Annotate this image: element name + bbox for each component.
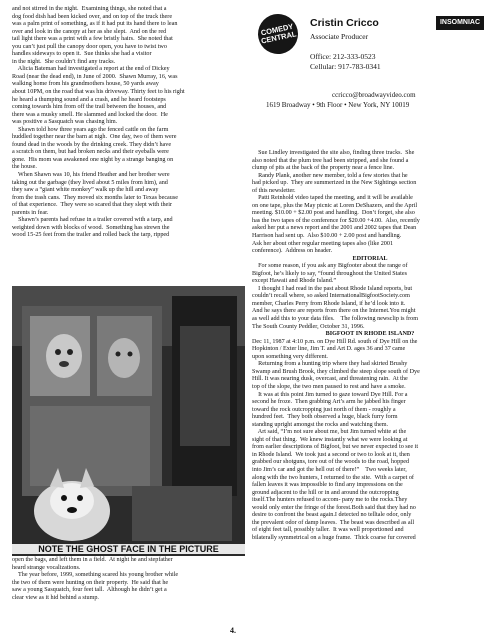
text-line: coming towards him from off the trail between the houses, and xyxy=(12,104,167,111)
text-line: ground adjacent to the hill or in and around the outcropping xyxy=(252,489,399,496)
right-column xyxy=(252,150,488,542)
text-line: heard strange vocalizations. xyxy=(12,564,81,571)
text-line: For some reason, if you ask any Bigfooter about the range of xyxy=(252,263,408,270)
text-line: the house. xyxy=(12,164,37,171)
ghost-face-photo xyxy=(12,286,245,556)
text-line: of eight feet tall, possibly taller. It was well proportioned and xyxy=(252,527,404,534)
text-line: would only enter the fringe of the forest.Both said that they had no xyxy=(252,504,416,511)
text-line: was positive a Sasquatch was chasing him. xyxy=(12,119,118,126)
text-line: from earlier descriptions of Bigfoot, but we never expected to see it xyxy=(252,444,419,451)
text-line: grabbed our shotguns, tore out of the woods to the road, hopped xyxy=(252,459,410,466)
text-line: tail light there was a print with a few bristly hairs. She noted that xyxy=(12,36,173,43)
text-line: weighted down with blocks of wood. Something has strewn the xyxy=(12,224,170,231)
text-line: Road (near the dead end), in June of 2000. Shawn Murray, 16, was xyxy=(12,73,178,80)
text-line: bilaterally symmetrical on a huge frame. Thick coarse fur covered xyxy=(252,534,416,541)
text-line: huddled together near the barn at nigh. One day, two of them were xyxy=(12,134,177,141)
text-line: saw a young Sasquatch, four feet tall. Although he didn’t get a xyxy=(12,587,167,594)
text-line: hundred feet. They both observed a huge, black furry form xyxy=(252,414,398,421)
text-line: clear view as it hid behind a stump. xyxy=(12,594,99,601)
text-line: of that experience. They were so scared that they slept with their xyxy=(12,202,172,209)
text-line: was a palm print of something, as if it had put its hand there to lean xyxy=(12,21,178,28)
text-line: member, Charles Perry from Rhode Island, if he’d look into it. xyxy=(252,300,406,307)
text-line: found dead in the woods by the drinking creek. They didn’t have xyxy=(12,141,172,148)
text-line: he heard a thumping sound and a crash, and he heard footsteps xyxy=(12,96,166,103)
text-line: Swamp and Brush Brook, they climbed the steep slope south of Dye xyxy=(252,368,420,375)
text-line: had picked up. They are summerized in the New Sightings section xyxy=(252,180,417,187)
comedy-central-logo xyxy=(254,10,301,57)
text-line: from the trash cans. They moved six months later to Texas because xyxy=(12,194,178,201)
text-line: over and look in the canopy at her as she slept. And on the red xyxy=(12,28,167,35)
text-line: And he says there are reports from there on the Internet.You might xyxy=(252,308,416,315)
photo-illustration xyxy=(12,286,245,556)
text-line: dog food dish had been kicked over, and on top of the truck there xyxy=(12,13,173,20)
text-line: in the night. She couldn’t find any tracks. xyxy=(12,58,116,65)
text-line: The year before, 1999, something scared his young brother while xyxy=(12,572,179,579)
text-line: walking home from his grandmothers house, 50 yards away xyxy=(12,81,159,88)
editorial-text xyxy=(252,263,488,331)
contact-name: Cristin Cricco xyxy=(310,17,379,29)
text-line: about 10PM, on the road that was his driveway. Thirty feet to his right xyxy=(12,89,185,96)
contact-email: ccricco@broadwayvideo.com xyxy=(332,91,416,99)
page-number: 4. xyxy=(230,626,236,635)
text-line: asked her put a news report and the 2001 and 2002 tapes that Dean xyxy=(252,225,417,232)
text-line: a scratch on them, but had broken necks and their eyeballs were xyxy=(12,149,169,156)
text-line: along with the two hunters, I returned to the site. With a carpet of xyxy=(252,474,414,481)
text-line: on one tape, plus the May picnic at Loren DeShazers, and the April xyxy=(252,202,418,209)
text-line: Hill. It was nearing dusk, overcast, and threatening rain. At the xyxy=(252,376,408,383)
text-line: Alicia Bateman had investigated a report at the end of Dickey xyxy=(12,66,170,73)
text-line: itself.The hunters refused to accom- pany me to the rocks.They xyxy=(252,497,408,504)
text-line: Shawn told how three years ago the fenced cattle on the farm xyxy=(12,126,169,133)
text-line: clump of pits at the back of the property near a fence line. xyxy=(252,165,395,172)
text-line: Randy Plank, another new member, told a few stories that he xyxy=(252,172,408,179)
text-line: the prevalent odor of damp leaves. The beast was described as all xyxy=(252,519,415,526)
rhode-island-heading: BIGFOOT IN RHODE ISLAND? xyxy=(325,331,415,338)
text-line: handles sideways to open it. Sue thinks she had a visitor xyxy=(12,51,152,58)
text-line: the two of them were hunting on their property. He said that he xyxy=(12,579,169,586)
text-line: I thought I had read in the past about Rhode Island reports, but xyxy=(252,285,413,292)
cell-phone: Cellular: 917-783-0341 xyxy=(310,62,381,71)
left-column-bottom xyxy=(12,557,245,602)
text-line: Sue Lindley investigated the site also, finding three tracks. She xyxy=(252,150,415,156)
meeting-notes xyxy=(252,150,488,256)
text-line: The South County Peddler, October 31, 1996. xyxy=(252,323,365,330)
text-line: in Rhode Island. We took just a second or two to look at it, then xyxy=(252,451,410,458)
text-line: into Jim’s car and got the hell out of there!” Two weeks later, xyxy=(252,466,407,473)
text-line: fallen leaves it was impossible to find any impressions on the xyxy=(252,482,403,489)
text-line: wood 15-25 feet from the trailer and rolled back the tarp, ripped xyxy=(12,232,170,239)
text-line: sight of that thing. We knew instantly what we were looking at xyxy=(252,436,408,443)
contact-address: 1619 Broadway • 9th Floor • New York, NY 10019 xyxy=(266,101,410,109)
contact-title: Associate Producer xyxy=(310,32,369,41)
text-line: upon something very different. xyxy=(252,353,328,360)
text-line: Harrison had sent up. Also $10.00 + 2.00 post and handling. xyxy=(252,233,402,240)
text-line: It was at this point Jim turned to gaze toward Dye Hill. For a xyxy=(252,391,408,398)
text-line: there was a musky smell. He slammed and locked the door. He xyxy=(12,111,168,118)
text-line: Dec 11, 1987 at 4:10 p.m. on Dye Hill Rd. south of Dye Hill on the xyxy=(252,338,418,345)
comedy-central-logo-text: COMEDY CENTRAL xyxy=(260,21,298,46)
text-line: desire to confront the beast again.I detected no telltale odor, only xyxy=(252,512,412,519)
text-line: they saw a “giant white monkey” walk up the hill and away xyxy=(12,187,159,194)
editorial-heading: EDITORIAL xyxy=(352,255,388,262)
text-line: Patti Reinhold video taped the meeting, and it will be available xyxy=(252,195,413,202)
text-line: as well add this to your data files. The following newsclip is from xyxy=(252,316,418,323)
insomniac-logo: INSOMNIAC xyxy=(436,16,484,30)
text-line: Hopkinton / Exter line, Jim T. and Art D. ages 36 and 37 came xyxy=(252,346,406,353)
text-line: couldn’t recall where, so asked InternationalBigfootSociety.com xyxy=(252,293,410,300)
text-line: meeting. $10.00 + $2.00 post and handling. Don’t forget, she also xyxy=(252,210,415,217)
office-phone: Office: 212-333-0523 xyxy=(310,52,376,61)
text-line: also noted that the plum tree had been stripped, and she found a xyxy=(252,157,409,164)
text-line: standing upright amongst the rocks and watching them. xyxy=(252,421,389,428)
text-line: parents in fear. xyxy=(12,209,49,216)
text-line: conference). Address on header. xyxy=(252,248,333,255)
text-line: you can’t just pull the canopy door open, you have to twist two xyxy=(12,43,167,50)
text-line: of this newsletter. xyxy=(252,187,296,194)
text-line: Art said, “I’m not sure about me, but Jim turned white at the xyxy=(252,429,407,436)
text-line: second he froze. Then grabbing Art’s arm he jabbed his finger xyxy=(252,399,406,406)
text-line: except Hawaii and Rhode Island.” xyxy=(252,278,337,285)
rhode-island-article xyxy=(252,339,488,543)
text-line: taking out the garbage (they lived about 5 miles from him), and xyxy=(12,179,168,186)
text-line: Ask her about other regular meeting tapes also (like 2001 xyxy=(252,240,394,247)
text-line: gone. His mom was awakened one night by a strange banging on xyxy=(12,156,174,163)
text-line: toward the rock outcropping just north of them - roughly a xyxy=(252,406,396,413)
left-column-top xyxy=(12,6,245,240)
text-line: Shawn’s parents had refuse in a trailer covered with a tarp, and xyxy=(12,217,173,224)
text-line: When Shawn was 10, his friend Heather and her brother were xyxy=(12,172,170,179)
photo-caption: NOTE THE GHOST FACE IN THE PICTURE xyxy=(12,544,245,554)
text-line: has the two tapes of the conference for $20.00 +4.00. Also, recently xyxy=(252,217,420,224)
text-line: and not stirred in the night. Examining things, she noted that a xyxy=(12,6,167,12)
text-line: top of the slope, the two men paused to rest and have a smoke. xyxy=(252,383,406,390)
text-line: open the bags, and left them in a field. At night he and stepfather xyxy=(12,557,173,563)
text-line: Bigfoot, he’s likely to say, “found throughout the United States xyxy=(252,270,407,277)
business-card xyxy=(252,6,488,126)
text-line: Returning from a hunting trip where they had skirted Brushy xyxy=(252,361,408,368)
